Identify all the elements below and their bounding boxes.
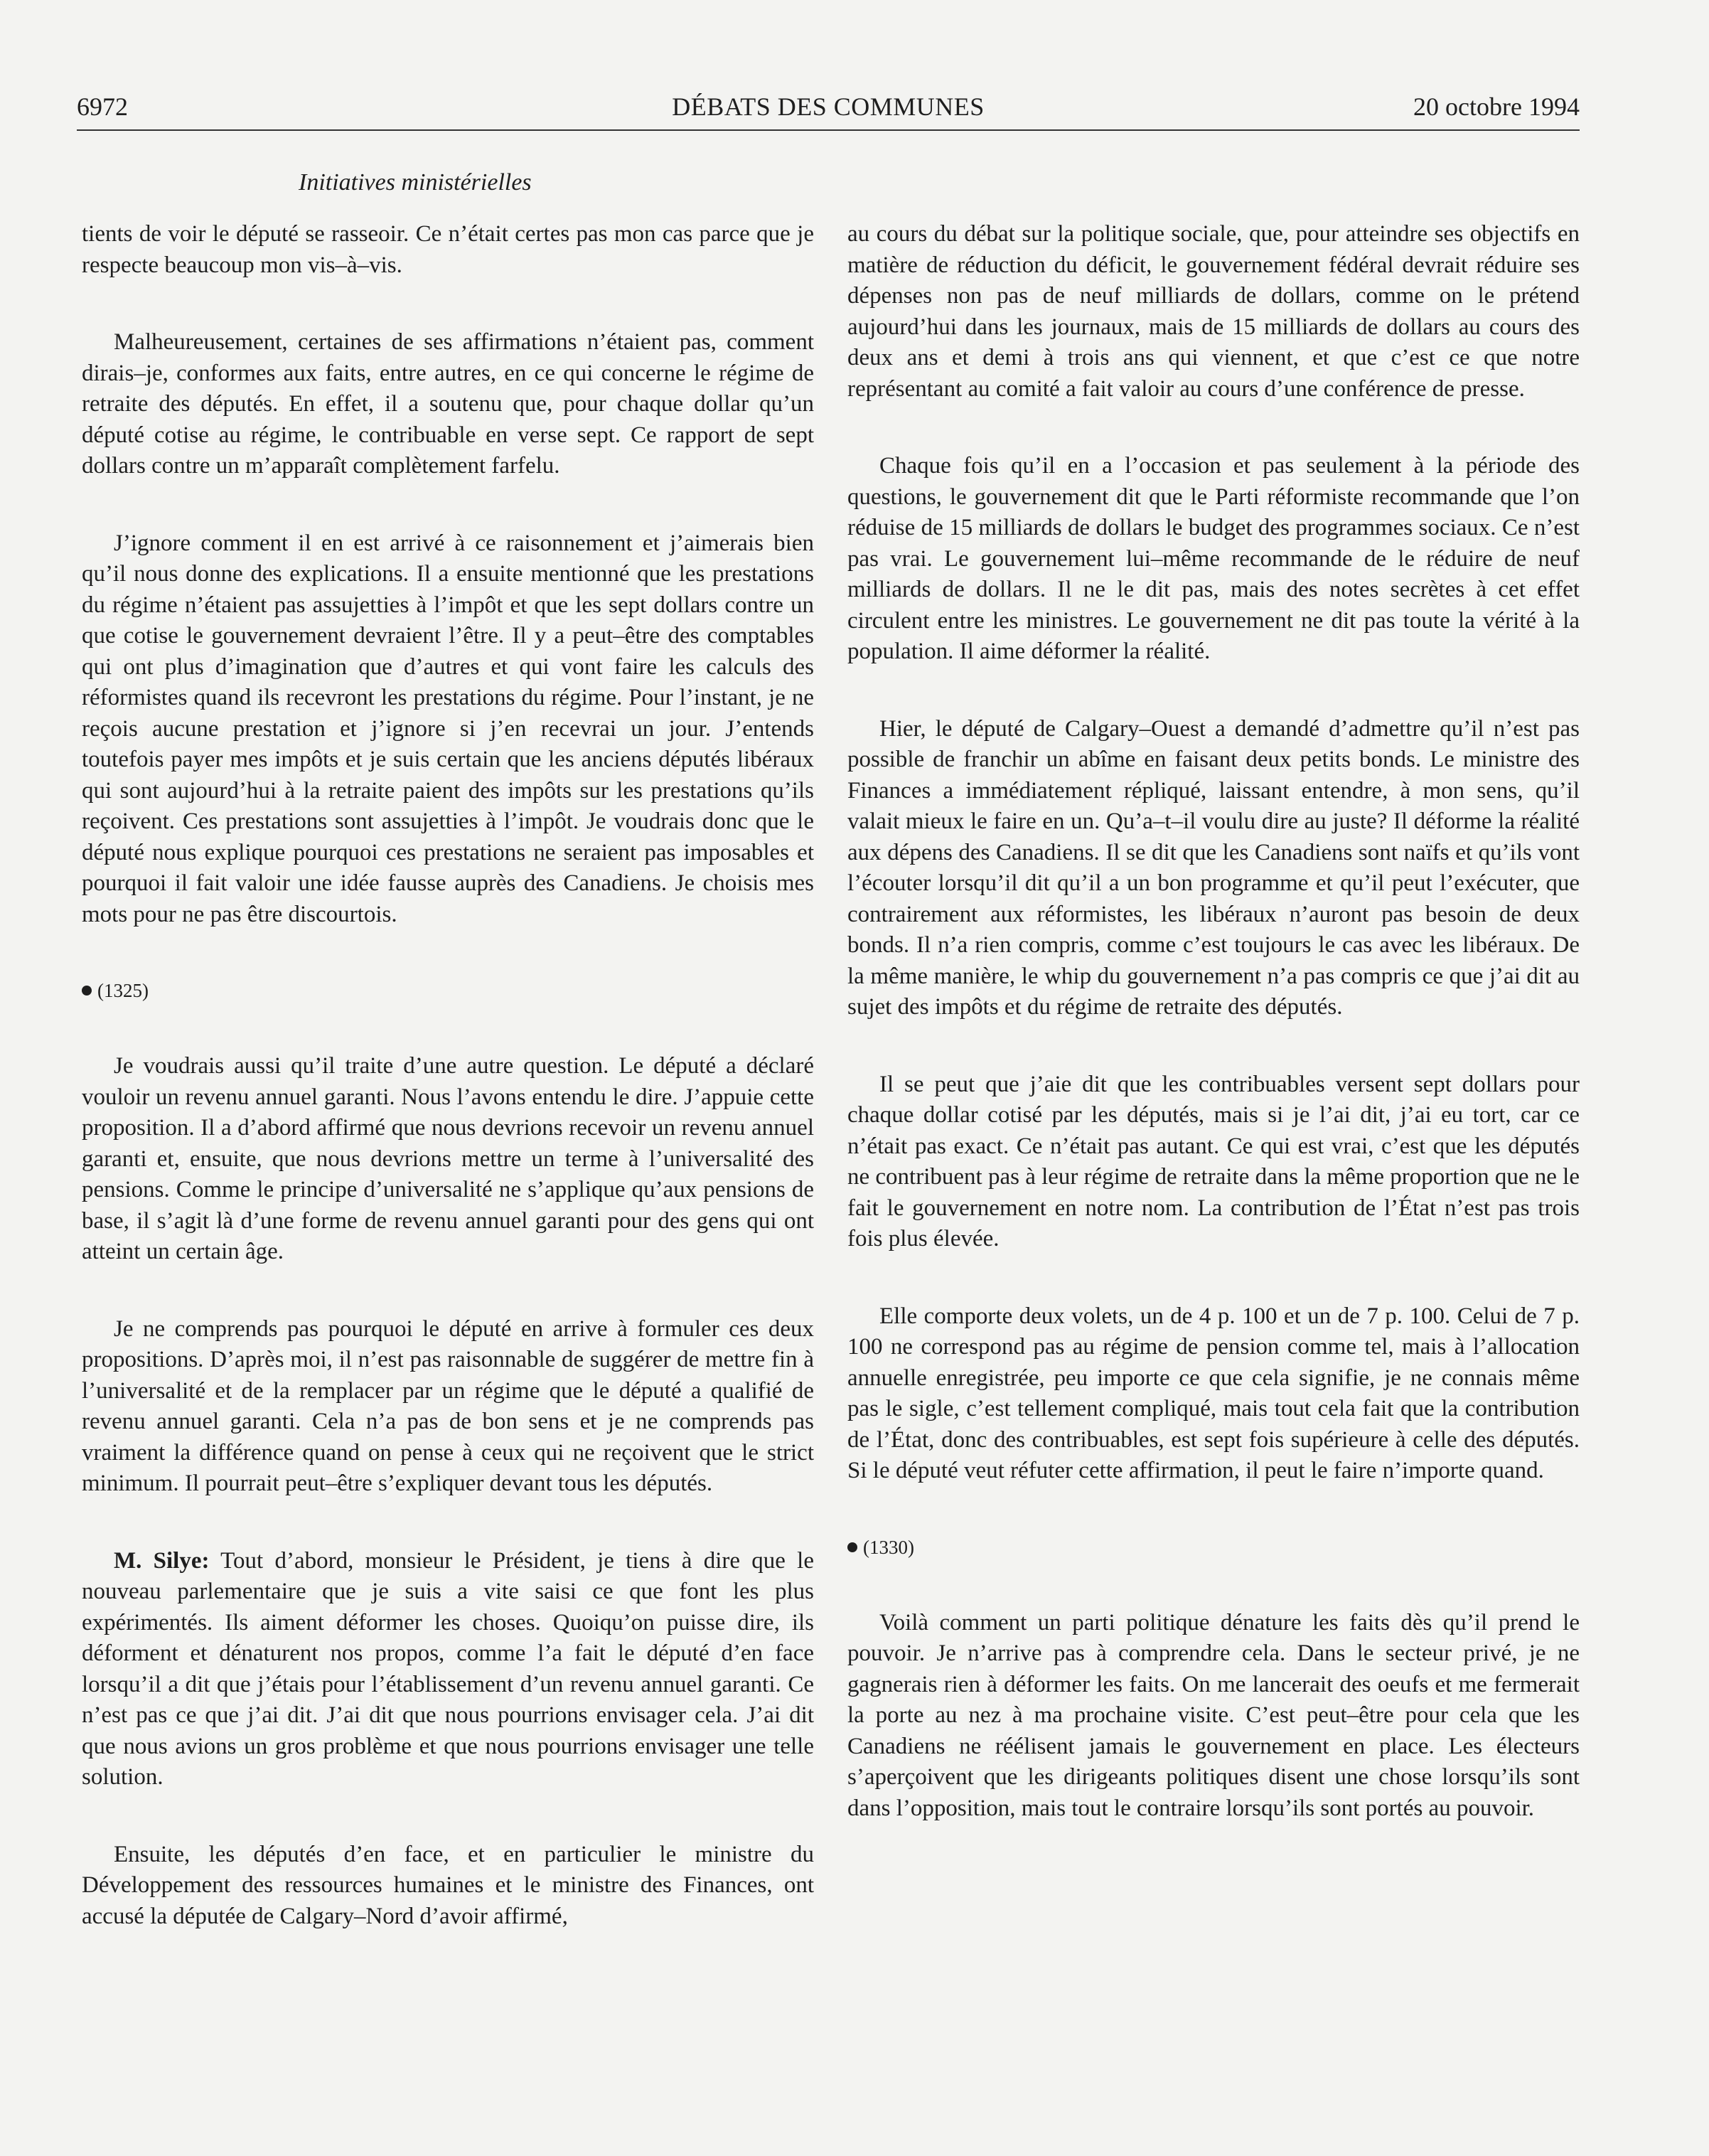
paragraph: Hier, le député de Calgary–Ouest a demandé d’admettre qu’il n’est pas possible de franchir un abîme en faisant deux petits bonds. Le ministre des Finances a immédiatement répliqué, laissant entendre, à mon sens, qu’il valait mieux le faire en un. Qu’a–t–il voulu dire au juste? Il déforme la réalité aux dépens des Canadiens. Il se dit que les Canadiens sont naïfs et qu’ils vont l’écouter lorsqu’il dit qu’il a un bon programme et qu’il peut l’exécuter, que contrairement aux réformistes, les libéraux n’auront pas besoin de deux bonds. Il n’a rien compris, comme c’est toujours le cas avec les libéraux. De la même manière, le whip du gouvernement n’a pas compris ce que j’ai dit au sujet des impôts et du régime de retraite des députés.	[847, 715, 1580, 1020]
time-marker	[82, 976, 814, 1005]
paragraph: Je voudrais aussi qu’il traite d’une autre question. Le député a déclaré vouloir un revenu annuel garanti. Nous l’avons entendu le dire. J’appuie cette proposition. Il a d’abord affirmé que nous devrions recevoir un revenu annuel garanti et, ensuite, que nous devrions mettre un terme à l’universalité des pensions. Comme le principe d’universalité ne s’applique qu’aux pensions de base, il s’agit là d’une forme de revenu annuel garanti pour des gens qui ont atteint un certain âge.	[82, 1053, 814, 1264]
paragraph: tients de voir le député se rasseoir. Ce n’était certes pas mon cas parce que je respecte beaucoup mon vis–à–vis.	[82, 221, 814, 278]
speaker-paragraph	[82, 1546, 814, 1793]
bullet-icon	[847, 1542, 857, 1552]
speech-text: Tout d’abord, monsieur le Président, je tiens à dire que le nouveau parlementaire que je suis a vite saisi ce que font les plus expérimentés. Ils aiment déformer les choses. Quoiqu’on puisse dire, ils déforment et dénaturent nos propos, comme l’a fait le député d’en face lorsqu’il a dit que j’étais pour l’établissement d’un revenu annuel garanti. Ce n’est pas ce que j’ai dit. J’ai dit que nous pourrions envisager cela. J’ai dit que nous avions un gros problème et que nous pourrions envisager une telle solution.	[82, 1547, 814, 1790]
paragraph: Voilà comment un parti politique dénature les faits dès qu’il prend le pouvoir. Je n’arrive pas à comprendre cela. Dans le secteur privé, je ne gagnerais rien à déformer les faits. On me lancerait des oeufs et me fermerait la porte au nez à ma prochaine visite. C’est peut–être pour cela que les Canadiens ne réélisent jamais le gouvernement en place. Les électeurs s’aperçoivent que les dirigeants politiques disent une chose lorsqu’ils sont dans l’opposition, mais tout le contraire lorsqu’ils sont portés au pouvoir.	[847, 1609, 1580, 1821]
bullet-icon	[82, 986, 92, 996]
paragraph: Il se peut que j’aie dit que les contribuables versent sept dollars pour chaque dollar cotisé par les députés, mais si je l’ai dit, j’ai eu tort, car ce n’était pas exact. Ce n’était pas autant. Ce qui est vrai, c’est que les députés ne contribuent pas à leur régime de retraite dans la même proportion que ne le fait le gouvernement en notre nom. La contribution de l’État n’est pas trois fois plus élevée.	[847, 1071, 1580, 1252]
paragraph: au cours du débat sur la politique sociale, que, pour atteindre ses objectifs en matière de réduction du déficit, le gouvernement fédéral devrait réduire ses dépenses non pas de neuf milliards de dollars, comme on le prétend aujourd’hui dans les journaux, mais de 15 milliards de dollars au cours des deux ans et demi à trois ans qui viennent, et que c’est ce que notre représentant au comité a fait valoir au cours d’une conférence de presse.	[847, 221, 1580, 402]
section-title: Initiatives ministérielles	[299, 169, 532, 196]
paragraph: Malheureusement, certaines de ses affirmations n’étaient pas, comment dirais–je, conformes aux faits, entre autres, en ce qui concerne le régime de retraite des députés. En effet, il a soutenu que, pour chaque dollar qu’un député cotise au régime, le contribuable en verse sept. Ce rapport de sept dollars contre un m’apparaît complètement farfelu.	[82, 329, 814, 479]
journal-title: DÉBATS DES COMMUNES	[672, 92, 985, 121]
speaker-name: M. Silye:	[114, 1547, 210, 1574]
right-column	[847, 219, 1580, 1824]
time-marker-label: (1325)	[97, 980, 149, 1001]
paragraph: Chaque fois qu’il en a l’occasion et pas seulement à la période des questions, le gouvernement dit que le Parti réformiste recommande que l’on réduise de 15 milliards de dollars le budget des programmes sociaux. Ce n’est pas vrai. Le gouvernement lui–même recommande de le réduire de neuf milliards de dollars. Il ne le dit pas, mais des notes secrètes à cet effet circulent entre les ministres. Le gouvernement ne dit pas toute la vérité à la population. Il aime déformer la réalité.	[847, 453, 1580, 664]
page-header	[77, 87, 1580, 131]
time-marker	[847, 1533, 1580, 1562]
page-number: 6972	[77, 92, 128, 121]
time-marker-label: (1330)	[863, 1536, 914, 1558]
left-column	[82, 219, 814, 1932]
paragraph: Elle comporte deux volets, un de 4 p. 100 et un de 7 p. 100. Celui de 7 p. 100 ne correspond pas au régime de pension comme tel, mais à l’allocation annuelle enregistrée, peu importe ce que cela signifie, je ne connais même pas le sigle, c’est tellement compliqué, mais tout cela fait que la contribution de l’État, donc des contribuables, est sept fois supérieure à celle des députés. Si le député veut réfuter cette affirmation, il peut le faire n’importe quand.	[847, 1303, 1580, 1483]
paragraph: Je ne comprends pas pourquoi le député en arrive à formuler ces deux propositions. D’après moi, il n’est pas raisonnable de suggérer de mettre fin à l’universalité et de la remplacer par un régime que le député a qualifié de revenu annuel garanti. Cela n’a pas de bon sens et je ne comprends pas vraiment la différence quand on pense à ceux qui ne reçoivent que le strict minimum. Il pourrait peut–être s’expliquer devant tous les députés.	[82, 1316, 814, 1496]
paragraph: J’ignore comment il en est arrivé à ce raisonnement et j’aimerais bien qu’il nous donne des explications. Il a ensuite mentionné que les prestations du régime n’étaient pas assujetties à l’impôt et que les sept dollars contre un que cotise le gouvernement devraient l’être. Il y a peut–être des comptables qui ont plus d’imagination que d’autres et qui vont faire les calculs des réformistes quand ils recevront les prestations du régime. Pour l’instant, je ne reçois aucune prestation et j’ignore si j’en recevrai un jour. J’entends toutefois payer mes impôts et je suis certain que les anciens députés libéraux qui sont aujourd’hui à la retraite paient des impôts sur les prestations qu’ils reçoivent. Ces prestations sont assujetties à l’impôt. Je voudrais donc que le député nous explique pourquoi ces prestations ne seraient pas imposables et pourquoi il fait valoir une idée fausse auprès des Canadiens. Je choisis mes mots pour ne pas être discourtois.	[82, 530, 814, 927]
page-date: 20 octobre 1994	[1413, 92, 1580, 121]
paragraph: Ensuite, les députés d’en face, et en particulier le ministre du Développement des ressources humaines et le ministre des Finances, ont accusé la députée de Calgary–Nord d’avoir affirmé,	[82, 1841, 814, 1929]
